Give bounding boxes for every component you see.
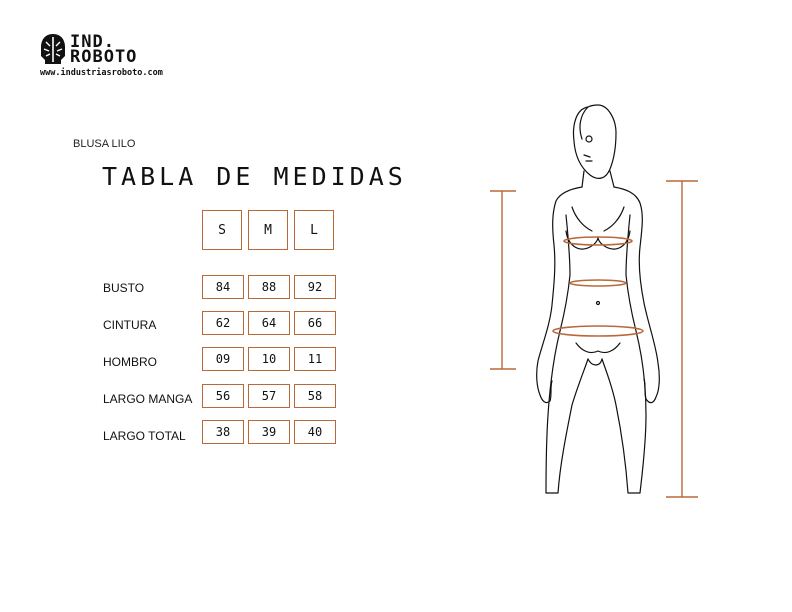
size-header-l: L (294, 210, 334, 250)
table-title: TABLA DE MEDIDAS (102, 162, 407, 191)
product-name: BLUSA LILO (73, 138, 136, 150)
cell-hombro-m: 10 (248, 347, 290, 371)
row-label-largo-manga: LARGO MANGA (103, 392, 193, 406)
cell-busto-s: 84 (202, 275, 244, 299)
brand-name-line2: ROBOTO (70, 47, 138, 67)
cell-largo-manga-l: 58 (294, 384, 336, 408)
cell-busto-l: 92 (294, 275, 336, 299)
cell-cintura-l: 66 (294, 311, 336, 335)
cell-largo-manga-m: 57 (248, 384, 290, 408)
robot-head-icon (38, 32, 68, 66)
cell-hombro-l: 11 (294, 347, 336, 371)
cell-largo-total-s: 38 (202, 420, 244, 444)
cell-largo-total-l: 40 (294, 420, 336, 444)
brand-name-line1: IND. (70, 32, 115, 52)
row-label-busto: BUSTO (103, 281, 145, 295)
size-header-s: S (202, 210, 242, 250)
cell-largo-manga-s: 56 (202, 384, 244, 408)
row-label-largo-total: LARGO TOTAL (103, 429, 186, 443)
row-label-cintura: CINTURA (103, 318, 157, 332)
cell-busto-m: 88 (248, 275, 290, 299)
cell-largo-total-m: 39 (248, 420, 290, 444)
brand-logo (38, 32, 198, 82)
cell-hombro-s: 09 (202, 347, 244, 371)
size-header-m: M (248, 210, 288, 250)
cell-cintura-m: 64 (248, 311, 290, 335)
row-label-hombro: HOMBRO (103, 355, 157, 369)
brand-url[interactable]: www.industriasroboto.com (40, 68, 163, 78)
cell-cintura-s: 62 (202, 311, 244, 335)
body-silhouette-icon (480, 95, 720, 505)
